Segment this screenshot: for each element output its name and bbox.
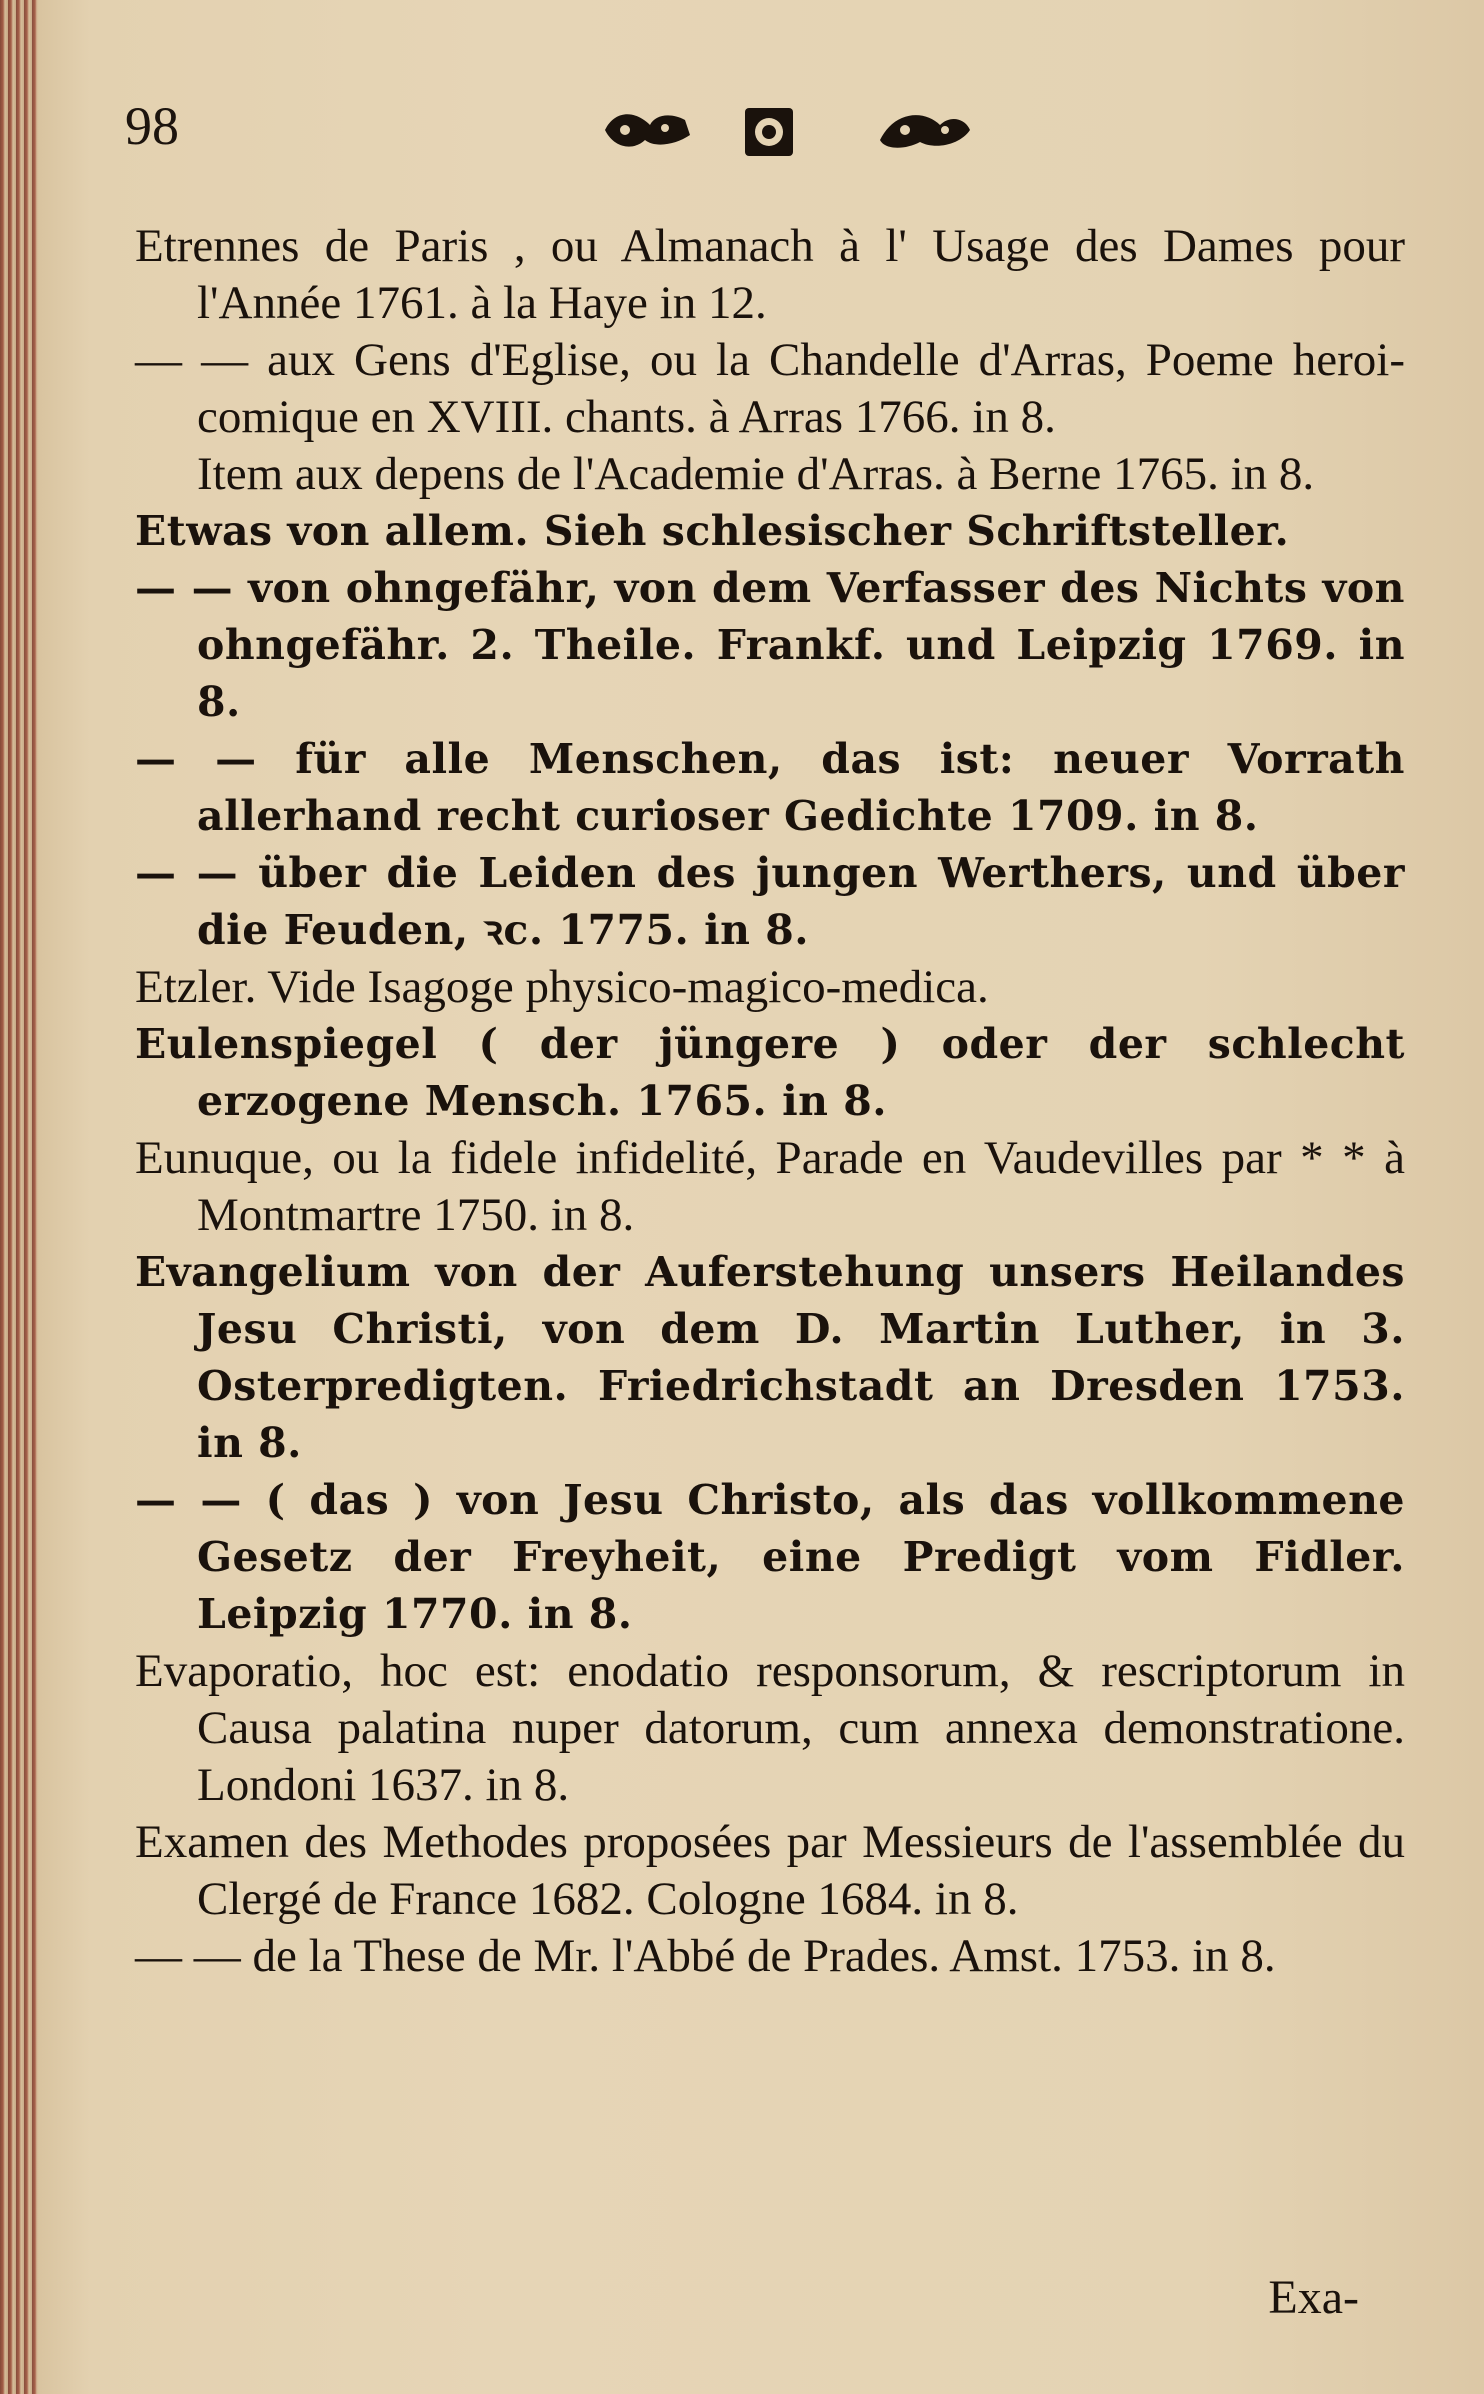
catalogue-entry: Evaporatio, hoc est: enodatio responsorum, & rescriptorum in Causa palatina nuper datorum, cum annexa demonstratione. Londoni 1637. in 8. <box>135 1645 1405 1811</box>
catalogue-entry: Etwas von allem. Sieh schlesischer Schriftsteller. <box>135 507 1290 555</box>
catalogue-entry: Eunuque, ou la fidele infidelité, Parade en Vaudevilles par * * à Montmartre 1750. in 8. <box>135 1132 1405 1241</box>
catalogue-entry: — — de la These de Mr. l'Abbé de Prades. Amst. 1753. in 8. <box>135 1930 1276 1982</box>
catalogue-entry: Eulenspiegel ( der jüngere ) oder der schlecht erzogene Mensch. 1765. in 8. <box>135 1020 1405 1125</box>
catalogue-entry: — — über die Leiden des jungen Werthers, und über die Feuden, ꝛc. 1775. in 8. <box>135 849 1405 954</box>
catalogue-entry: — — ( das ) von Jesu Christo, als das vollkommene Gesetz der Freyheit, eine Predigt vom Fidler. Leipzig 1770. in 8. <box>135 1476 1405 1638</box>
catalogue-entry: — — für alle Menschen, das ist: neuer Vorrath allerhand recht curioser Gedichte 1709. in 8. <box>135 735 1405 840</box>
catchword: Exa- <box>1268 2271 1359 2324</box>
catalogue-entry: Item aux depens de l'Academie d'Arras. à Berne 1765. in 8. <box>197 448 1315 500</box>
catalogue-entry: Examen des Methodes proposées par Messieurs de l'assemblée du Clergé de France 1682. Cologne 1684. in 8. <box>135 1816 1405 1925</box>
catalogue-entry: — — von ohngefähr, von dem Verfasser des Nichts von ohngefähr. 2. Theile. Frankf. und Leipzig 1769. in 8. <box>135 564 1405 726</box>
catalogue-entry: Evangelium von der Auferstehung unsers Heilandes Jesu Christi, von dem D. Martin Luther, in 3. Osterpredigten. Friedrichstadt an Dresden 1753. in 8. <box>135 1248 1405 1467</box>
catalogue-entry: Etrennes de Paris , ou Almanach à l' Usage des Dames pour l'Année 1761. à la Haye in 12. <box>135 220 1405 329</box>
catalogue-entry: — — aux Gens d'Eglise, ou la Chandelle d'Arras, Poeme heroi-comique en XVIII. chants. à Arras 1766. in 8. <box>135 334 1405 443</box>
printer-ornament-icon <box>595 100 975 160</box>
page-header <box>125 95 1385 175</box>
catalogue-entries <box>135 218 1405 1985</box>
book-spine-edge <box>0 0 38 2394</box>
page-number: 98 <box>125 96 179 156</box>
catalogue-entry: Etzler. Vide Isagoge physico-magico-medica. <box>135 961 989 1013</box>
